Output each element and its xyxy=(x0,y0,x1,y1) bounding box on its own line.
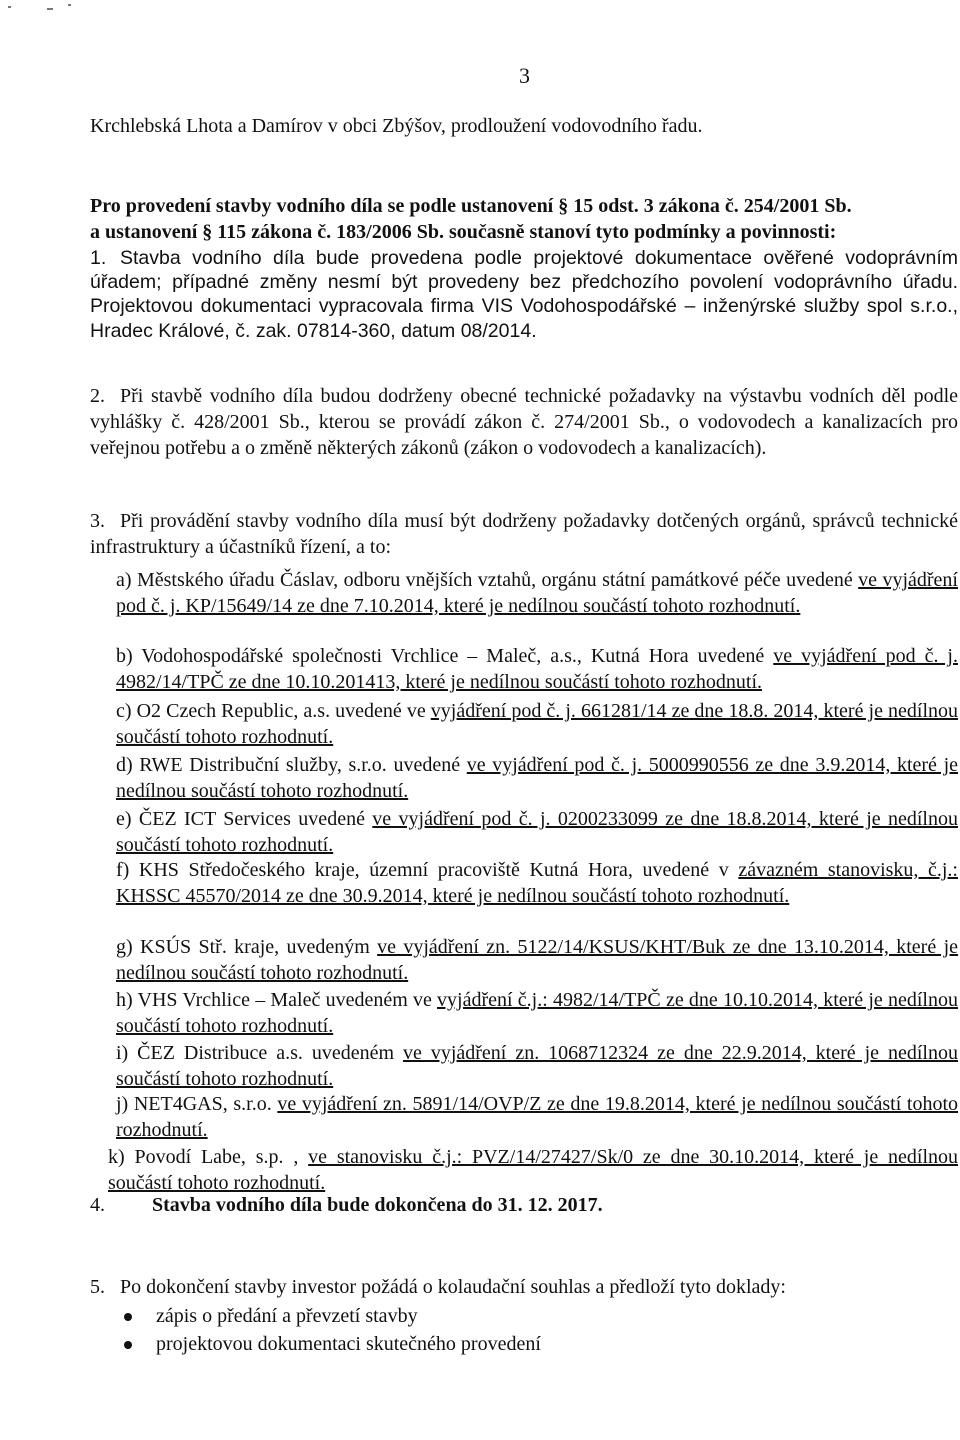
subitem-h xyxy=(116,987,958,1039)
subitem-text: c) O2 Czech Republic, a.s. uvedené ve xyxy=(116,700,431,722)
subitem-g xyxy=(116,934,958,986)
scan-speck xyxy=(47,8,53,10)
condition-4 xyxy=(90,1192,958,1218)
subitem-reference: ve vyjádření pod č. j. 5000990556 ze dne 3.9.2014, které je nedílnou součástí tohoto rozhodnutí. xyxy=(116,754,958,802)
condition-text: Po dokončení stavby investor požádá o kolaudační souhlas a předloží tyto doklady: xyxy=(120,1276,786,1298)
subitem-reference: závazném stanovisku, č.j.: KHSSC 45570/2014 ze dne 30.9.2014, které je nedílnou součástí tohoto rozhodnutí. xyxy=(116,859,958,907)
scan-speck xyxy=(8,6,11,8)
subitem-reference: vyjádření pod č. j. 661281/14 ze dne 18.8. 2014, které je nedílnou součástí tohoto rozhodnutí. xyxy=(116,700,958,748)
condition-1 xyxy=(90,246,958,343)
subitem-b xyxy=(116,643,958,695)
scan-speck xyxy=(68,4,71,6)
subitem-text: i) ČEZ Distribuce a.s. uvedeném xyxy=(116,1042,403,1064)
intro-text: Krchlebská Lhota a Damírov v obci Zbýšov, prodloužení vodovodního řadu. xyxy=(90,115,703,137)
subitem-f xyxy=(116,857,958,909)
condition-number: 3. xyxy=(90,510,105,532)
subitem-text: g) KSÚS Stř. kraje, uvedeným xyxy=(116,936,378,958)
subitem-a xyxy=(116,567,958,619)
subitem-reference: ve vyjádření zn. 1068712324 ze dne 22.9.2014, které je nedílnou součástí tohoto rozhodnutí. xyxy=(116,1042,958,1090)
provisions-heading-line-1: Pro provedení stavby vodního díla se podle ustanovení § 15 odst. 3 zákona č. 254/2001 Sb. xyxy=(90,195,852,217)
subitem-text: a) Městského úřadu Čáslav, odboru vnějších vztahů, orgánu státní památkové péče uvedené xyxy=(116,569,859,591)
list-item: zápis o předání a převzetí stavby xyxy=(121,1302,541,1330)
subitem-reference: ve vyjádření zn. 5122/14/KSUS/KHT/Buk ze dne 13.10.2014, které je nedílnou součástí tohoto rozhodnutí. xyxy=(116,936,959,984)
subitem-text: d) RWE Distribuční služby, s.r.o. uvedené xyxy=(116,754,467,776)
condition-number: 2. xyxy=(90,385,105,407)
subitem-i xyxy=(116,1040,958,1092)
required-documents-list xyxy=(121,1302,541,1358)
subitem-text: f) KHS Středočeského kraje, územní pracoviště Kutná Hora, uvedené v xyxy=(116,859,739,881)
provisions-heading-line-2: a ustanovení § 115 zákona č. 183/2006 Sb. současně stanoví tyto podmínky a povinnosti: xyxy=(90,221,837,243)
condition-number: 5. xyxy=(90,1276,105,1298)
subitem-text: h) VHS Vrchlice – Maleč uvedeném ve xyxy=(116,989,438,1011)
subitem-text: b) Vodohospodářské společnosti Vrchlice – Maleč, a.s., Kutná Hora uvedené xyxy=(116,645,774,667)
page-number: 3 xyxy=(519,63,530,88)
subitem-text: j) NET4GAS, s.r.o. xyxy=(116,1093,278,1115)
subitem-reference: ve vyjádření zn. 5891/14/OVP/Z ze dne 19.8.2014, které je nedílnou součástí tohoto rozhodnutí. xyxy=(116,1093,959,1141)
subitem-e xyxy=(116,806,958,858)
condition-text: Při provádění stavby vodního díla musí být dodrženy požadavky dotčených orgánů, správců technické infrastruktury a účastníků řízení, a to: xyxy=(90,510,958,558)
provisions-heading xyxy=(90,193,960,245)
subitem-j xyxy=(116,1091,958,1143)
condition-number: 1. xyxy=(90,247,107,269)
subitem-reference: ve vyjádření pod č. j. 0200233099 ze dne 18.8.2014, které je nedílnou součástí tohoto rozhodnutí. xyxy=(116,808,958,856)
list-item: projektovou dokumentaci skutečného provedení xyxy=(121,1330,541,1358)
subitem-k xyxy=(108,1144,958,1196)
condition-3 xyxy=(90,508,958,560)
subitem-c xyxy=(116,698,958,750)
condition-text: Stavba vodního díla bude provedena podle projektové dokumentace ověřené vodoprávním úřadem; případné změny nesmí být provedeny bez předchozího povolení vodoprávního úřadu. Projektovou dokumentaci vypracovala firma VIS Vodohospodářské – inženýrské služby spol s.r.o., Hradec Králové, č. zak. 07814-360, datum 08/2014. xyxy=(90,247,958,342)
condition-text: Při stavbě vodního díla budou dodrženy obecné technické požadavky na výstavbu vodních děl podle vyhlášky č. 428/2001 Sb., kterou se provádí zákon č. 274/2001 Sb., o vodovodech a kanalizacích pro veřejnou potřebu a o změně některých zákonů (zákon o vodovodech a kanalizacích). xyxy=(90,385,958,459)
subitem-reference: ve stanovisku č.j.: PVZ/14/27427/Sk/0 ze dne 30.10.2014, které je nedílnou součástí tohoto rozhodnutí. xyxy=(108,1146,958,1194)
condition-text: Stavba vodního díla bude dokončena do 31. 12. 2017. xyxy=(152,1194,603,1216)
condition-number: 4. xyxy=(90,1194,105,1216)
subitem-reference: ve vyjádření pod č. j. 4982/14/TPČ ze dne 10.10.201413, které je nedílnou součástí tohoto rozhodnutí. xyxy=(116,645,958,693)
subitem-text: e) ČEZ ICT Services uvedené xyxy=(116,808,373,830)
condition-2 xyxy=(90,383,958,461)
subitem-reference: ve vyjádření pod č. j. KP/15649/14 ze dne 7.10.2014, které je nedílnou součástí tohoto rozhodnutí. xyxy=(116,569,958,617)
subitem-text: k) Povodí Labe, s.p. , xyxy=(108,1146,309,1168)
condition-5 xyxy=(90,1274,958,1300)
subitem-d xyxy=(116,752,958,804)
subitem-reference: vyjádření č.j.: 4982/14/TPČ ze dne 10.10.2014, které je nedílnou součástí tohoto rozhodnutí. xyxy=(116,989,958,1037)
